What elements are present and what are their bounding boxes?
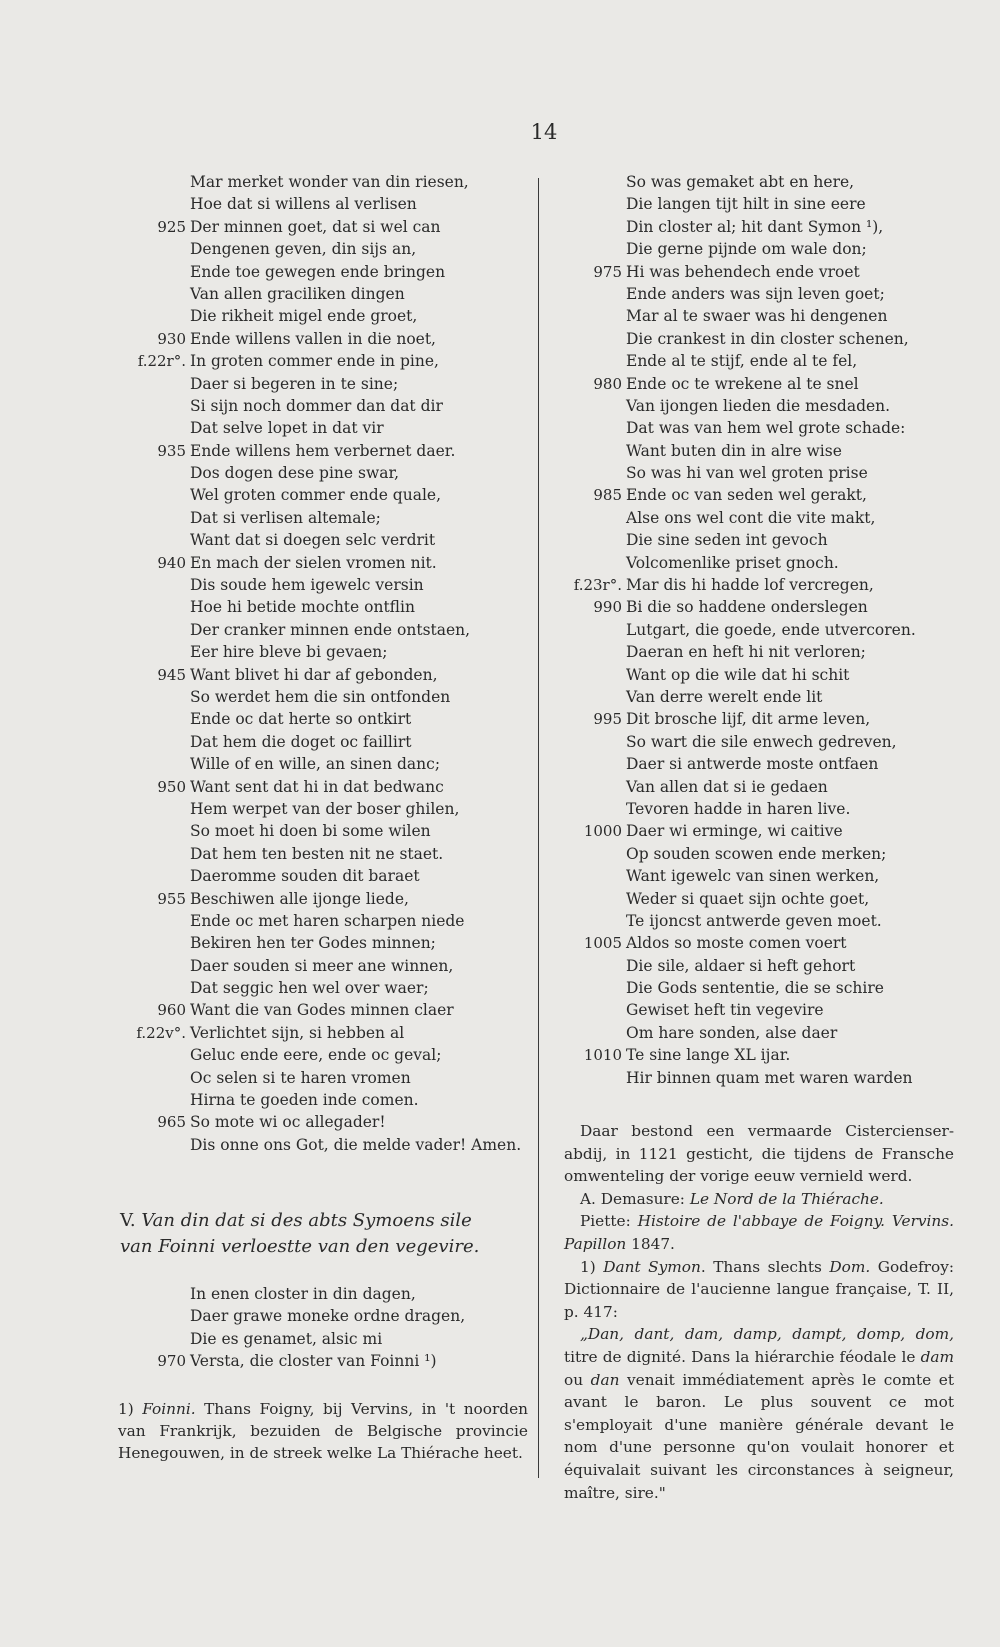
verse-margin-number: f.22v°. [136,1023,186,1042]
verse-line [124,1089,524,1111]
verse-text: So was hi van wel groten prise [626,464,868,483]
verse-line [562,731,962,753]
verse-line [562,865,962,887]
verse-line [124,910,524,932]
verse-line [124,843,524,865]
note-demasure-title: Le Nord de la Thiérache. [689,1189,884,1208]
verse-line [124,529,524,551]
verse-line [562,1044,962,1066]
verse-text: Die crankest in din closter schenen, [626,329,909,348]
note-demasure-author: A. Demasure: [580,1189,690,1208]
verse-text: Ende willens hem verbernet daer. [190,441,456,460]
verse-line [562,664,962,686]
column-divider [538,178,539,1478]
verse-text: Hi was behendech ende vroet [626,262,860,281]
verse-text: Om hare sonden, alse daer [626,1023,838,1042]
verse-text: Daer souden si meer ane winnen, [190,956,454,975]
verse-line [562,641,962,663]
verse-line [562,843,962,865]
verse-margin-number: 980 [593,374,622,393]
verse-margin-number: 940 [157,553,186,572]
verse-line [562,574,962,596]
note-paragraph-abbey: Daar bestond een vermaarde Cistercienser-abdij, in 1121 gesticht, die tijdens de Fransche omwenteling der vorige eeuw vernield werd. [564,1122,954,1186]
verse-text: Mar dis hi hadde lof vercregen, [626,576,874,595]
verse-text: Van allen graciliken dingen [190,284,405,303]
verse-text: Oc selen si te haren vromen [190,1068,411,1087]
footnote-term: Foinni. [142,1400,196,1418]
verse-text: Van derre werelt ende lit [626,687,823,706]
verse-line [562,373,962,395]
note-quote-dan: dan [590,1370,620,1389]
note-symon-term: Dant Symon [603,1257,701,1276]
verse-text: Die sine seden int gevoch [626,531,828,550]
verse-text: Daeran en heft hi nit verloren; [626,643,866,662]
verse-text: Volcomenlike priset gnoch. [626,553,839,572]
verse-text: Din closter al; hit dant Symon ¹), [626,217,884,236]
note-quote-terms: „Dan, dant, dam, damp, dampt, domp, dom, [580,1325,954,1344]
verse-line [124,1305,524,1327]
verse-text: Geluc ende eere, ende oc geval; [190,1046,442,1065]
verse-line [124,305,524,327]
verse-text: Die Gods sententie, die se schire [626,979,884,998]
verse-line [562,171,962,193]
verse-text: Ende oc dat herte so ontkirt [190,710,412,729]
verse-line [124,1044,524,1066]
verse-line [562,440,962,462]
section-number: V. [120,1210,136,1231]
verse-line [124,462,524,484]
verse-line [124,484,524,506]
verse-line [124,1134,524,1156]
verse-text: Mar merket wonder van din riesen, [190,173,469,191]
verse-line [124,552,524,574]
verse-text: In enen closter in din dagen, [190,1285,416,1303]
verse-text: In groten commer ende in pine, [190,352,439,371]
verse-line [562,216,962,238]
verse-text: Die rikheit migel ende groet, [190,307,418,326]
verse-text: Versta, die closter van Foinni ¹) [190,1352,437,1371]
verse-text: Want buten din in alre wise [626,441,842,460]
verse-text: Want igewelc van sinen werken, [626,867,880,886]
verse-line [124,731,524,753]
verse-text: Hirna te goeden inde comen. [190,1091,419,1110]
verse-line [562,977,962,999]
verse-text: Alse ons wel cont die vite makt, [626,508,876,527]
verse-text: Van allen dat si ie gedaen [626,777,828,796]
section-title-line-2: van Foinni verloestte van den vegevire. [120,1236,480,1257]
footnote-text: Thans Foigny, bij Vervins, in 't noorden van Frankrijk, bezuiden de Belgische provincie Henegouwen, in de streek welke La Thiérache heet. [118,1400,528,1462]
verse-line [124,440,524,462]
verse-text: So moet hi doen bi some wilen [190,822,431,841]
verse-text: Dit brosche lijf, dit arme leven, [626,710,871,729]
verse-text: Dis soude hem igewelc versin [190,576,424,595]
verse-text: So mote wi oc allegader! [190,1113,386,1132]
section-title-line-1: Van din dat si des abts Symoens sile [141,1210,472,1231]
verse-text: Ende oc met haren scharpen niede [190,911,465,930]
verse-text: Daer wi erminge, wi caitive [626,822,843,841]
verse-line [124,417,524,439]
verse-line [562,888,962,910]
page-number: 14 [530,120,558,144]
verse-text: Ende toe gewegen ende bringen [190,262,446,281]
verse-text: Verlichtet sijn, si hebben al [190,1023,405,1042]
verse-text: Eer hire bleve bi gevaen; [190,643,388,662]
verse-line [124,686,524,708]
verse-line [562,776,962,798]
verse-text: Want sent dat hi in dat bedwanc [190,777,444,796]
verse-text: Dengenen geven, din sijs an, [190,240,417,259]
verse-line [124,753,524,775]
verse-margin-number: f.22r°. [137,352,186,371]
verse-text: So werdet hem die sin ontfonden [190,687,451,706]
note-piette-author: Piette: [580,1212,638,1231]
verse-text: So was gemaket abt en here, [626,173,855,191]
verse-line [562,932,962,954]
verse-text: Wille of en wille, an sinen danc; [190,755,441,774]
verse-line [562,999,962,1021]
verse-text: Dos dogen dese pine swar, [190,464,400,483]
verse-line [562,686,962,708]
verse-line [562,708,962,730]
left-verse-column [124,171,524,1156]
verse-line [562,820,962,842]
note-piette-year: 1847. [626,1234,675,1253]
verse-line [562,238,962,260]
verse-text: Te sine lange XL ijar. [626,1046,791,1065]
note-symon-text-1: . Thans slechts [700,1257,830,1276]
verse-text: Bekiren hen ter Godes minnen; [190,934,436,953]
verse-margin-number: 930 [157,329,186,348]
verse-margin-number: 925 [157,217,186,236]
verse-line [124,776,524,798]
verse-line [562,305,962,327]
verse-text: Hir binnen quam met waren warden [626,1068,913,1087]
verse-text: Daeromme souden dit baraet [190,867,420,886]
footnote-left [118,1398,528,1464]
verse-text: Te ijoncst antwerde geven moet. [626,911,882,930]
verse-text: Ende willens vallen in die noet, [190,329,436,348]
verse-margin-number: 955 [157,889,186,908]
verse-text: Si sijn noch dommer dan dat dir [190,396,443,415]
verse-margin-number: 945 [157,665,186,684]
verse-margin-number: 950 [157,777,186,796]
verse-line [124,955,524,977]
verse-text: Beschiwen alle ijonge liede, [190,889,409,908]
verse-line [562,462,962,484]
verse-line [124,865,524,887]
verse-line [124,1111,524,1133]
verse-line [124,932,524,954]
verse-line [124,888,524,910]
verse-margin-number: 1010 [583,1046,622,1065]
verse-line [124,999,524,1021]
verse-text: Want op die wile dat hi schit [626,665,850,684]
verse-line [124,977,524,999]
verse-line [124,328,524,350]
verse-text: Gewiset heft tin vegevire [626,1001,824,1020]
verse-line [562,395,962,417]
verse-text: Hem werpet van der boser ghilen, [190,799,460,818]
verse-margin-number: 985 [593,486,622,505]
verse-line [124,1328,524,1350]
verse-text: Mar al te swaer was hi dengenen [626,307,888,326]
note-piette-title: Histoire de l'abbaye de Foigny. Vervins. Papillon [564,1212,954,1253]
left-verse-column-2 [124,1283,524,1373]
verse-text: Dat si verlisen altemale; [190,508,381,527]
verse-text: En mach der sielen vromen nit. [190,553,437,572]
verse-line [124,261,524,283]
verse-line [124,1350,524,1372]
verse-line [124,619,524,641]
verse-text: Hoe hi betide mochte ontflin [190,598,415,617]
verse-line [562,328,962,350]
verse-margin-number: 990 [593,598,622,617]
verse-line [562,1022,962,1044]
verse-text: Die sile, aldaer si heft gehort [626,956,856,975]
verse-line [124,395,524,417]
verse-line [562,507,962,529]
verse-line [124,664,524,686]
note-quote-text-2: ou [564,1370,591,1389]
note-quote [564,1323,954,1504]
right-notes [564,1120,954,1504]
verse-text: So wart die sile enwech gedreven, [626,732,897,751]
verse-line [562,484,962,506]
verse-text: Dat hem die doget oc faillirt [190,732,412,751]
verse-text: Die langen tijt hilt in sine eere [626,195,866,214]
verse-line [124,574,524,596]
verse-text: Ende anders was sijn leven goet; [626,284,885,303]
note-quote-dam: dam [920,1347,954,1366]
verse-text: Hoe dat si willens al verlisen [190,195,417,214]
verse-text: Dat was van hem wel grote schade: [626,419,906,438]
note-piette [564,1210,954,1255]
verse-text: Lutgart, die goede, ende utvercoren. [626,620,916,639]
verse-line [124,216,524,238]
verse-text: Bi die so haddene onderslegen [626,598,868,617]
verse-text: Wel groten commer ende quale, [190,486,441,505]
verse-text: Dat selve lopet in dat vir [190,419,384,438]
verse-text: Daer si antwerde moste ontfaen [626,755,879,774]
verse-line [124,641,524,663]
verse-text: Aldos so moste comen voert [626,934,847,953]
verse-text: Der cranker minnen ende ontstaen, [190,620,471,639]
verse-text: Dis onne ons Got, die melde vader! Amen. [190,1135,522,1154]
verse-line [124,507,524,529]
verse-text: Daer si begeren in te sine; [190,374,399,393]
verse-line [562,910,962,932]
verse-line [562,753,962,775]
note-symon [564,1256,954,1324]
verse-text: Der minnen goet, dat si wel can [190,217,441,236]
verse-line [124,1022,524,1044]
verse-line [562,1067,962,1089]
verse-text: Dat seggic hen wel over waer; [190,979,429,998]
verse-line [562,552,962,574]
verse-line [124,373,524,395]
verse-line [562,417,962,439]
verse-margin-number: 970 [157,1352,186,1371]
verse-line [562,798,962,820]
verse-margin-number: 1005 [583,934,622,953]
verse-line [124,798,524,820]
verse-text: Weder si quaet sijn ochte goet, [626,889,870,908]
verse-text: Dat hem ten besten nit ne staet. [190,844,444,863]
verse-line [124,820,524,842]
section-heading [120,1208,530,1260]
verse-margin-number: f.23r°. [573,576,622,595]
verse-text: Want die van Godes minnen claer [190,1001,454,1020]
verse-line [124,596,524,618]
verse-line [124,708,524,730]
verse-margin-number: 995 [593,710,622,729]
verse-line [124,193,524,215]
verse-text: Daer grawe moneke ordne dragen, [190,1307,466,1326]
verse-line [124,238,524,260]
note-symon-marker: 1) [580,1257,604,1276]
verse-text: Ende al te stijf, ende al te fel, [626,352,858,371]
verse-line [124,1067,524,1089]
verse-text: Die gerne pijnde om wale don; [626,240,867,259]
verse-text: Want blivet hi dar af gebonden, [190,665,438,684]
note-quote-text-3: venait immédiatement après le comte et avant le baron. Le plus souvent ce mot s'employait d'une manière générale devant le nom d'une personne qu'on voulait honorer et équivalait suivant les circonstances à seigneur, maître, sire." [564,1370,954,1502]
footnote-marker: 1) [118,1400,134,1418]
verse-line [124,350,524,372]
note-symon-dom: Dom. [829,1257,871,1276]
verse-line [562,283,962,305]
verse-text: Die es genamet, alsic mi [190,1329,383,1348]
note-quote-text-1: titre de dignité. Dans la hiérarchie féodale le [564,1347,921,1366]
verse-line [124,171,524,193]
verse-margin-number: 965 [157,1113,186,1132]
verse-margin-number: 935 [157,441,186,460]
verse-margin-number: 975 [593,262,622,281]
verse-text: Tevoren hadde in haren live. [626,799,851,818]
verse-line [562,261,962,283]
verse-text: Want dat si doegen selc verdrit [190,531,436,550]
verse-margin-number: 960 [157,1001,186,1020]
verse-line [562,619,962,641]
verse-text: Ende oc van seden wel gerakt, [626,486,867,505]
verse-line [562,596,962,618]
verse-line [562,955,962,977]
verse-text: Ende oc te wrekene al te snel [626,374,859,393]
verse-line [124,283,524,305]
verse-line [562,529,962,551]
verse-line [562,350,962,372]
verse-text: Op souden scowen ende merken; [626,844,887,863]
verse-margin-number: 1000 [583,822,622,841]
verse-line [562,193,962,215]
note-demasure [564,1188,954,1211]
right-verse-column [562,171,962,1089]
verse-line [124,1283,524,1305]
note-symon-text-2: Godefroy: Dictionnaire de l'aucienne langue française, T. II, p. 417: [564,1257,954,1321]
verse-text: Van ijongen lieden die mesdaden. [626,396,891,415]
